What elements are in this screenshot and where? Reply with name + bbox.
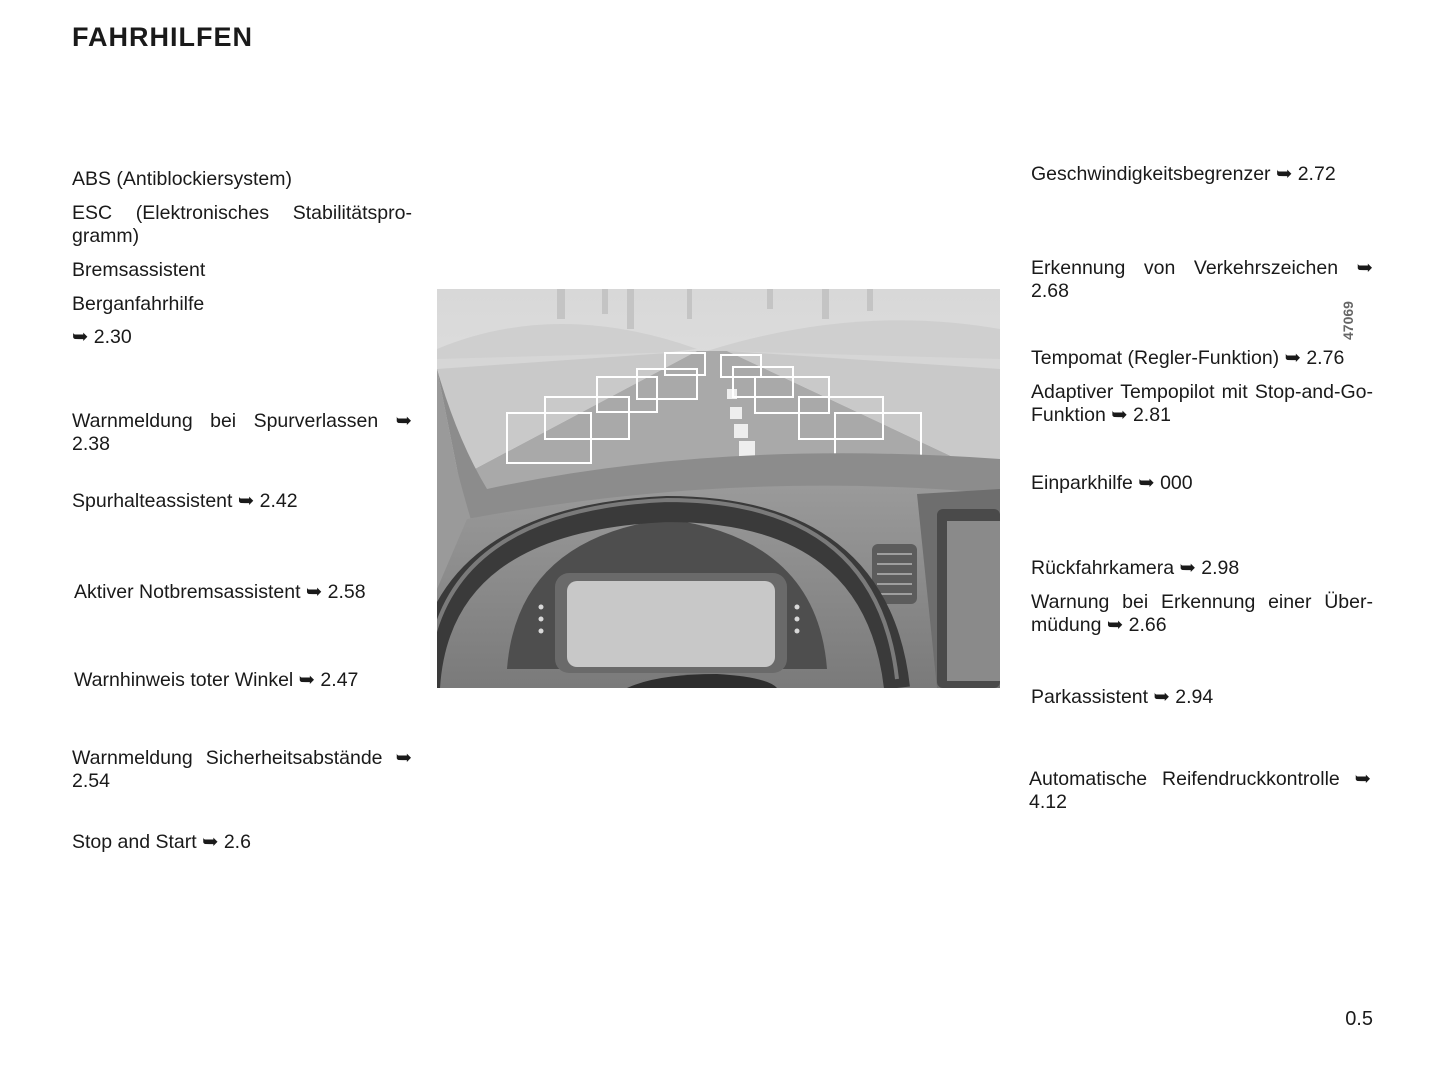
entry-berganfahrhilfe: Berganfahrhilfe <box>72 293 205 315</box>
entry-stop-and-start: Stop and Start ➥ 2.6 <box>72 831 251 853</box>
entry-abs: ABS (Antiblockiersystem) <box>72 168 292 190</box>
entry-geschwindigkeitsbegrenzer: Geschwindigkeitsbegrenzer ➥ 2.72 <box>1031 163 1336 185</box>
entry-spurverlassen: Warnmeldung bei Spurverlassen ➥ 2.38 <box>72 410 412 455</box>
figure-id: 47069 <box>1340 301 1356 340</box>
entry-verkehrszeichen: Erkennung von Verkehrszeichen ➥ 2.68 <box>1031 257 1373 302</box>
entry-tempomat: Tempomat (Regler-Funktion) ➥ 2.76 <box>1031 347 1345 369</box>
entry-notbremsassistent: Aktiver Notbremsassistent ➥ 2.58 <box>74 581 366 603</box>
entry-spurhalteassistent: Spurhalteassistent ➥ 2.42 <box>72 490 298 512</box>
entry-bremsassistent: Bremsassistent <box>72 259 206 281</box>
dashboard-illustration <box>437 289 1000 688</box>
entry-esc: ESC (Elektronisches Stabilitätsprogramm) <box>72 202 412 247</box>
entry-muedigkeitswarnung: Warnung bei Erkennung einer Übermüdung ➥ 2.66 <box>1031 591 1373 636</box>
page-title: FAHRHILFEN <box>72 22 253 52</box>
entry-toter-winkel: Warnhinweis toter Winkel ➥ 2.47 <box>74 669 359 691</box>
entry-reifendruckkontrolle: Automatische Reifendruckkontrolle ➥ 4.12 <box>1029 768 1371 813</box>
entry-rueckfahrkamera: Rückfahrkamera ➥ 2.98 <box>1031 557 1240 579</box>
entry-einparkhilfe: Einparkhilfe ➥ 000 <box>1031 472 1193 494</box>
entry-parkassistent: Parkassistent ➥ 2.94 <box>1031 686 1214 708</box>
page-number: 0.5 <box>1345 1008 1373 1030</box>
entry-adaptiver-tempopilot: Adaptiver Tempopilot mit Stop-and-Go-Funktion ➥ 2.81 <box>1031 381 1373 426</box>
entry-ref-230: ➥ 2.30 <box>72 326 132 348</box>
entry-sicherheitsabstaende: Warnmeldung Sicherheitsabstände ➥ 2.54 <box>72 747 412 792</box>
